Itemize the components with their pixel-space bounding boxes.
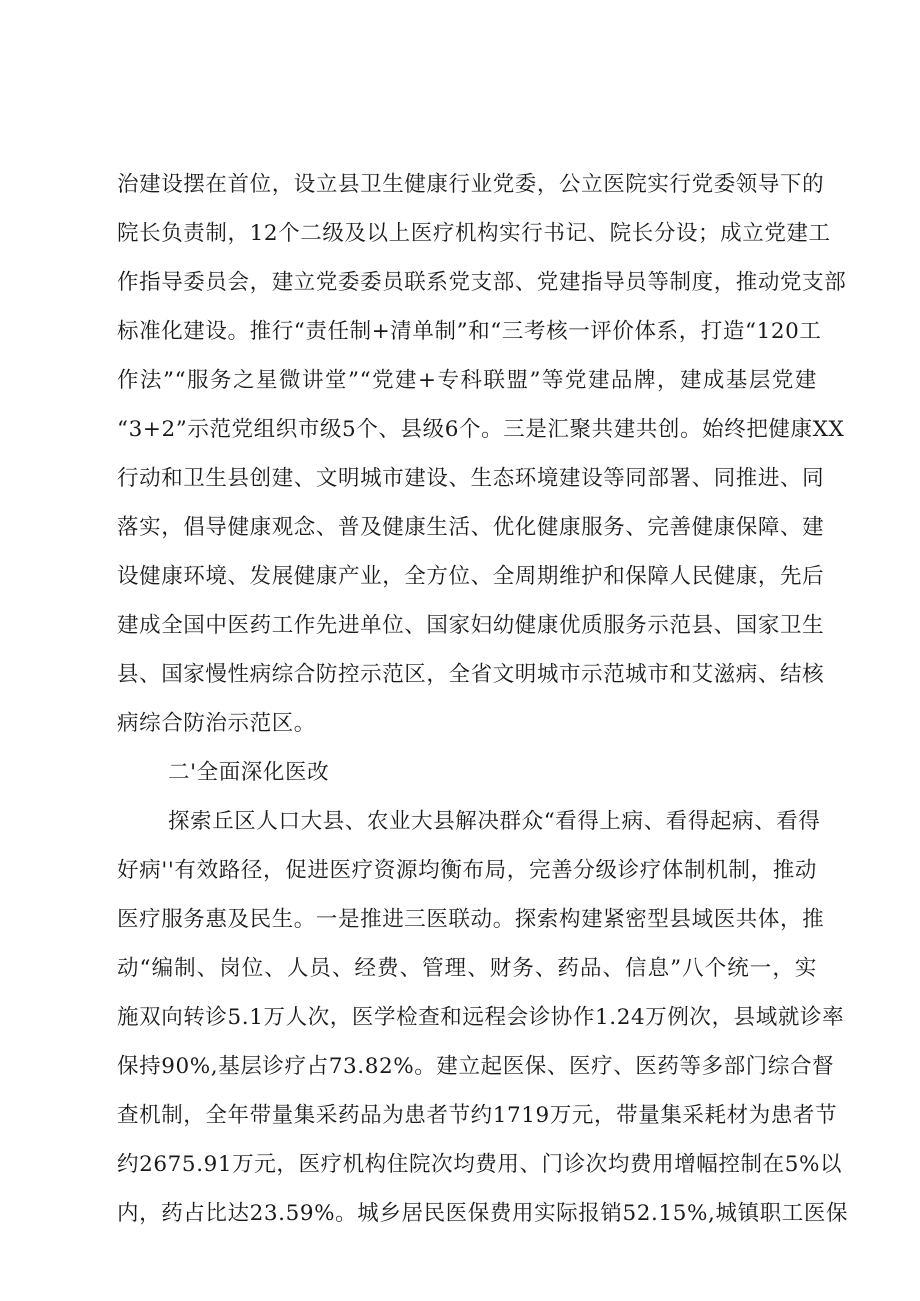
text-line: 院长负责制，12个二级及以上医疗机构实行书记、院长分设；成立党建工 bbox=[117, 221, 831, 246]
section-heading: 二'全面深化医改 bbox=[168, 760, 330, 785]
text-line: 县、国家慢性病综合防控示范区，全省文明城市示范城市和艾滋病、结核 bbox=[117, 662, 825, 687]
text-line: 好病''有效路径，促进医疗资源均衡布局，完善分级诊疗体制机制，推动 bbox=[117, 858, 817, 883]
text-line: 病综合防治示范区。 bbox=[117, 711, 316, 736]
text-line: 设健康环境、发展健康产业，全方位、全周期维护和保障人民健康，先后 bbox=[117, 564, 825, 589]
text-line: “3+2”示范党组织市级5个、县级6个。三是汇聚共建共创。始终把健康XX bbox=[117, 417, 845, 442]
text-line: 治建设摆在首位，设立县卫生健康行业党委，公立医院实行党委领导下的 bbox=[117, 172, 825, 197]
text-line: 施双向转诊5.1万人次，医学检查和远程会诊协作1.24万例次，县域就诊率 bbox=[117, 1005, 845, 1030]
text-line: 约2675.91万元，医疗机构住院次均费用、门诊次均费用增幅控制在5%以 bbox=[117, 1152, 843, 1177]
text-line: 保持90%,基层诊疗占73.82%。建立起医保、医疗、医药等多部门综合督 bbox=[117, 1054, 835, 1079]
text-line: 作法”“服务之星微讲堂”“党建+专科联盟”等党建品牌，建成基层党建 bbox=[117, 368, 817, 393]
text-line: 医疗服务惠及民生。一是推进三医联动。探索构建紧密型县域医共体，推 bbox=[117, 907, 825, 932]
text-line: 标准化建设。推行“责任制+清单制”和“三考核一评价体系，打造“120工 bbox=[117, 319, 822, 344]
text-line: 作指导委员会，建立党委委员联系党支部、党建指导员等制度，推动党支部 bbox=[117, 270, 847, 295]
text-line: 探索丘区人口大县、农业大县解决群众“看得上病、看得起病、看得 bbox=[168, 809, 821, 834]
text-line: 内，药占比达23.59%。城乡居民医保费用实际报销52.15%,城镇职工医保 bbox=[117, 1201, 849, 1226]
text-line: 行动和卫生县创建、文明城市建设、生态环境建设等同部署、同推进、同 bbox=[117, 466, 825, 491]
text-line: 落实，倡导健康观念、普及健康生活、优化健康服务、完善健康保障、建 bbox=[117, 515, 825, 540]
text-line: 建成全国中医药工作先进单位、国家妇幼健康优质服务示范县、国家卫生 bbox=[117, 613, 825, 638]
text-line: 查机制，全年带量集采药品为患者节约1719万元，带量集采耗材为患者节 bbox=[117, 1103, 838, 1128]
text-line: 动“编制、岗位、人员、经费、管理、财务、药品、信息”八个统一，实 bbox=[117, 956, 817, 981]
